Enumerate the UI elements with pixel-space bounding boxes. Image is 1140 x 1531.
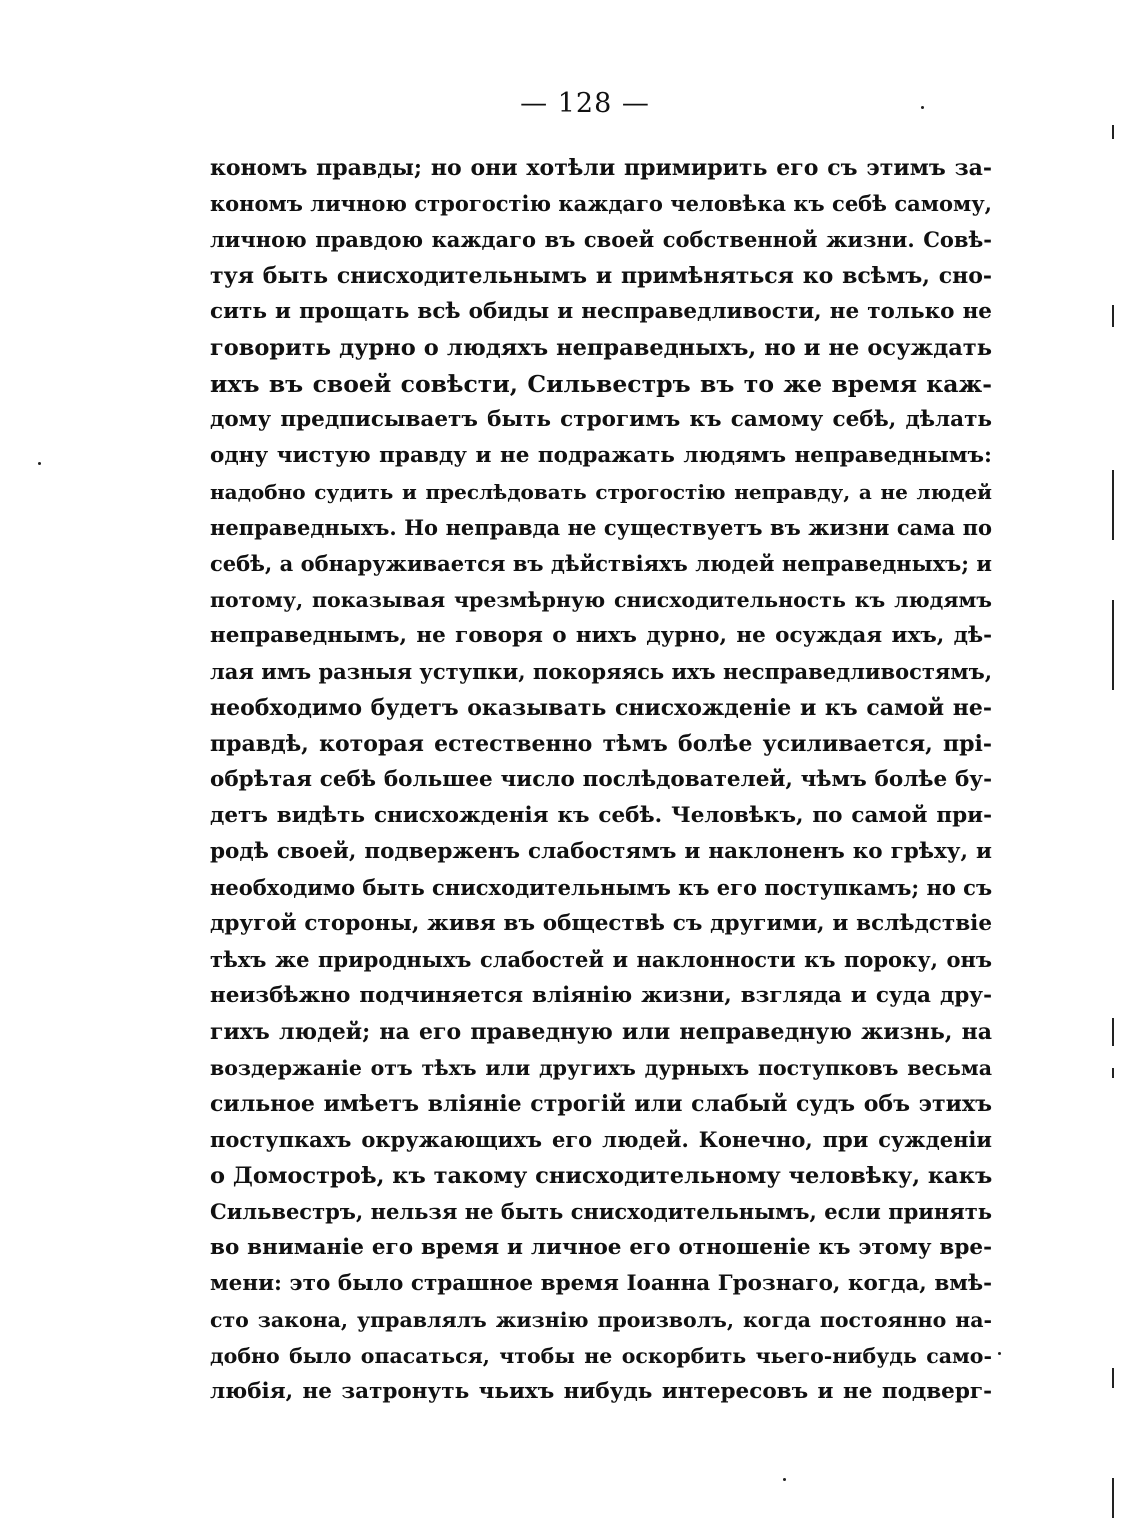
- text-line: необходимо будетъ оказывать снисхожденіе и къ самой не-: [210, 695, 992, 721]
- scan-artifact-dot: [783, 1478, 786, 1481]
- scan-artifact-dot: [38, 462, 41, 465]
- scan-artifact-line: [1112, 470, 1114, 540]
- text-line: сто закона, управлялъ жизнію произволъ, когда постоянно на-: [210, 1308, 992, 1332]
- text-line: надобно судить и преслѣдовать строгостію неправду, а не людей: [210, 480, 992, 504]
- text-line: себѣ, а обнаруживается въ дѣйствіяхъ людей неправедныхъ; и: [210, 551, 992, 576]
- text-line: правдѣ, которая естественно тѣмъ болѣе усиливается, прі-: [210, 731, 992, 757]
- scan-artifact-line: [1112, 1068, 1114, 1078]
- text-line: одну чистую правду и не подражать людямъ неправеднымъ:: [210, 443, 992, 468]
- text-line: неправедныхъ. Но неправда не существуетъ въ жизни сама по: [210, 515, 992, 540]
- text-line: детъ видѣть снисхожденія къ себѣ. Человѣкъ, по самой при-: [210, 803, 992, 828]
- text-line: родѣ своей, подверженъ слабостямъ и наклоненъ ко грѣху, и: [210, 839, 992, 864]
- scan-artifact-line: [1112, 1368, 1114, 1388]
- text-line: обрѣтая себѣ большее число послѣдователей, чѣмъ болѣе бу-: [210, 767, 992, 792]
- text-line: Сильвестръ, нельзя не быть снисходительнымъ, если принять: [210, 1199, 992, 1224]
- text-line: добно было опасаться, чтобы не оскорбить чьего-нибудь само-: [210, 1344, 992, 1368]
- scan-artifact-line: [1112, 1478, 1114, 1518]
- text-line: сить и прощать всѣ обиды и несправедливости, не только не: [210, 299, 992, 324]
- body-text: [210, 150, 992, 1410]
- text-line: личною правдою каждаго въ своей собственной жизни. Совѣ-: [210, 227, 992, 252]
- scan-artifact-line: [1112, 125, 1114, 139]
- scan-artifact-line: [1112, 1018, 1114, 1046]
- text-line: мени: это было страшное время Іоанна Грознаго, когда, вмѣ-: [210, 1271, 992, 1296]
- text-line: потому, показывая чрезмѣрную снисходительность къ людямъ: [210, 588, 992, 612]
- text-line: кономъ личною строгостію каждаго человѣка къ себѣ самому,: [210, 191, 992, 216]
- text-line: ихъ въ своей совѣсти, Сильвестръ въ то же время каж-: [210, 370, 992, 398]
- text-line: кономъ правды; но они хотѣли примирить его съ этимъ за-: [210, 155, 992, 181]
- text-line: неизбѣжно подчиняется вліянію жизни, взгляда и суда дру-: [210, 983, 992, 1008]
- text-line: любія, не затронуть чьихъ нибудь интересовъ и не подверг-: [210, 1379, 992, 1404]
- scan-artifact-dot: [921, 106, 924, 109]
- text-line: дому предписываетъ быть строгимъ къ самому себѣ, дѣлать: [210, 407, 992, 432]
- scan-artifact-line: [1112, 600, 1114, 690]
- text-line: воздержаніе отъ тѣхъ или другихъ дурныхъ поступковъ весьма: [210, 1056, 992, 1080]
- text-line: другой стороны, живя въ обществѣ съ другими, и вслѣдствіе: [210, 911, 992, 936]
- scan-artifact-dot: [998, 1352, 1001, 1355]
- text-line: тѣхъ же природныхъ слабостей и наклонности къ пороку, онъ: [210, 947, 992, 972]
- page-number: — 128 —: [520, 88, 650, 119]
- text-line: туя быть снисходительнымъ и примѣняться ко всѣмъ, сно-: [210, 263, 992, 289]
- text-line: гихъ людей; на его праведную или неправедную жизнь, на: [210, 1019, 992, 1045]
- text-line: во вниманіе его время и личное его отношеніе къ этому вре-: [210, 1235, 992, 1260]
- text-line: необходимо быть снисходительнымъ къ его поступкамъ; но съ: [210, 875, 992, 900]
- text-line: сильное имѣетъ вліяніе строгій или слабый судъ объ этихъ: [210, 1091, 992, 1117]
- text-line: лая имъ разныя уступки, покоряясь ихъ несправедливостямъ,: [210, 659, 992, 684]
- text-line: неправеднымъ, не говоря о нихъ дурно, не осуждая ихъ, дѣ-: [210, 623, 992, 648]
- text-line: говорить дурно о людяхъ неправедныхъ, но и не осуждать: [210, 335, 992, 361]
- scan-artifact-line: [1112, 305, 1114, 327]
- text-line: поступкахъ окружающихъ его людей. Конечно, при сужденіи: [210, 1127, 992, 1152]
- text-line: о Домостроѣ, къ такому снисходительному человѣку, какъ: [210, 1163, 992, 1189]
